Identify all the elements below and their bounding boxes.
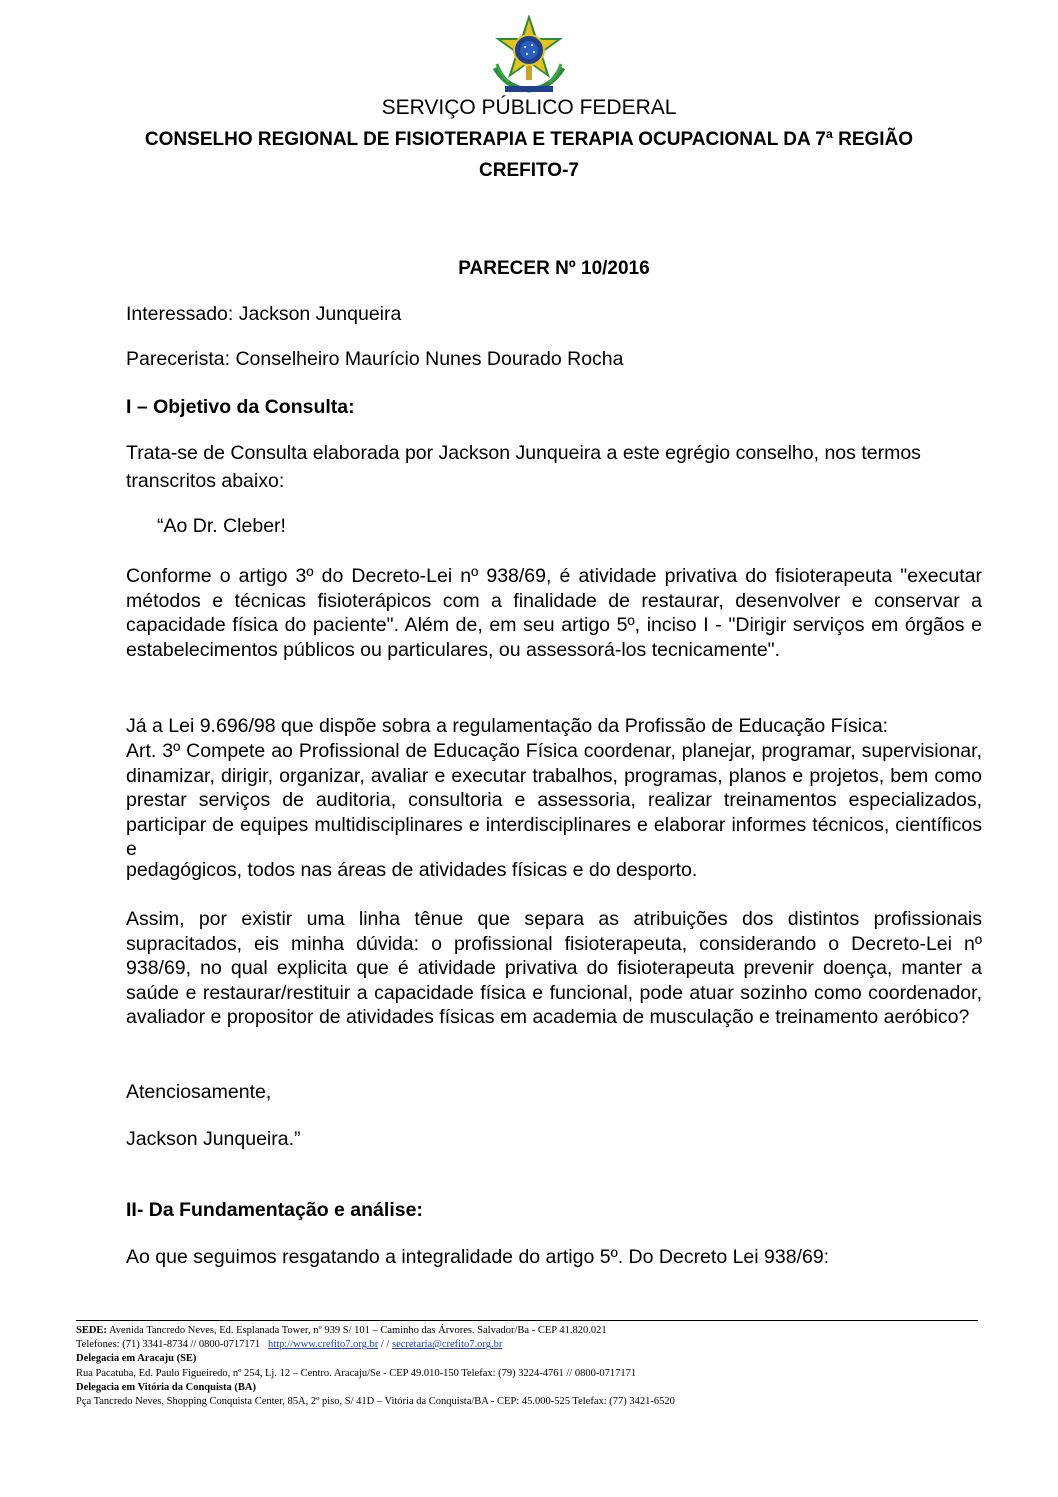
document-title: PARECER Nº 10/2016 <box>458 258 650 279</box>
paragraph-2-line-1: Já a Lei 9.696/98 que dispõe sobra a regulamentação da Profissão de Educação Física: <box>126 715 889 737</box>
footer-link-separator: / / <box>378 1339 392 1351</box>
greeting: “Ao Dr. Cleber! <box>157 515 286 537</box>
intro-line-1: Trata-se de Consulta elaborada por Jackson Junqueira a este egrégio conselho, nos termos <box>126 442 921 464</box>
footer-aracaju-label: Delegacia em Aracaju (SE) <box>76 1353 197 1365</box>
header-council-name: CONSELHO REGIONAL DE FISIOTERAPIA E TERAPIA OCUPACIONAL DA 7ª REGIÃO <box>144 129 914 150</box>
footer-divider <box>76 1320 978 1321</box>
paragraph-1: Conforme o artigo 3º do Decreto-Lei nº 938/69, é atividade privativa do fisioterapeuta "executar métodos e técnicas fisioterápicos com a finalidade de restaurar, desenvolver e conservar a capacidade física do paciente". Além de, em seu artigo 5º, inciso I - "Dirigir serviços em órgãos e estabelecimentos públicos ou particulares, ou assessorá-los tecnicamente". <box>126 565 982 661</box>
parecerista: Parecerista: Conselheiro Maurício Nunes Dourado Rocha <box>126 348 624 370</box>
signature: Jackson Junqueira.” <box>126 1128 301 1150</box>
paragraph-3: Assim, por existir uma linha tênue que separa as atribuições dos distintos profissionais supracitados, eis minha dúvida: o profissional fisioterapeuta, considerando o Decreto-Lei nº 938/69, no qual explicita que é atividade privativa do fisioterapeuta prevenir doença, manter a saúde e restaurar/restituir a capacidade física e funcional, pode atuar sozinho como coordenador, avaliador e propositor de atividades físicas em academia de musculação e treinamento aeróbico? <box>126 908 982 1028</box>
section1-heading: I – Objetivo da Consulta: <box>126 396 355 418</box>
interessado: Interessado: Jackson Junqueira <box>126 303 402 325</box>
footer <box>76 1324 996 1409</box>
footer-sede-label: SEDE: <box>76 1325 107 1336</box>
brazil-coat-of-arms-icon <box>487 10 571 94</box>
footer-website-link[interactable]: http://www.crefito7.org.br <box>268 1339 379 1351</box>
header-service: SERVIÇO PÚBLICO FEDERAL <box>381 96 677 119</box>
section2-intro: Ao que seguimos resgatando a integralidade do artigo 5º. Do Decreto Lei 938/69: <box>126 1246 830 1268</box>
footer-aracaju-address: Rua Pacatuba, Ed. Paulo Figueiredo, nº 254, Lj. 12 – Centro. Aracaju/Se - CEP 49.010-150 Telefax: (79) 3224-4761 // 0800-0717171 <box>76 1367 637 1379</box>
footer-email-link[interactable]: secretaria@crefito7.org.br <box>391 1339 503 1351</box>
section2-heading: II- Da Fundamentação e análise: <box>126 1199 423 1221</box>
footer-phones: Telefones: (71) 3341-8734 // 0800-0717171 <box>76 1339 261 1351</box>
footer-vca-label: Delegacia em Vitória da Conquista (BA) <box>76 1381 256 1393</box>
paragraph-2-body: Art. 3º Compete ao Profissional de Educação Física coordenar, planejar, programar, supervisionar, dinamizar, dirigir, organizar, avaliar e executar trabalhos, programas, planos e projetos, bem como prestar serviços de auditoria, consultoria e assessoria, realizar treinamentos especializados, participar de equipes multidisciplinares e interdisciplinares e elaborar informes técnicos, científicos e <box>126 740 982 860</box>
closing: Atenciosamente, <box>126 1081 272 1103</box>
footer-sede <box>76 1324 996 1338</box>
paragraph-2-last: pedagógicos, todos nas áreas de atividades físicas e do desporto. <box>126 859 698 881</box>
footer-sede-address: Avenida Tancredo Neves, Ed. Esplanada Tower, nº 939 S/ 101 – Caminho das Árvores. Salvador/Ba - CEP 41.820.021 <box>108 1325 607 1336</box>
footer-vca-address: Pça Tancredo Neves, Shopping Conquista Center, 85A, 2º piso, S/ 41D – Vitória da Conquista/BA - CEP: 45.000-525 Telefax: (77) 3421-6520 <box>76 1396 675 1408</box>
header-acronym: CREFITO-7 <box>479 160 579 181</box>
footer-contacts <box>76 1338 996 1352</box>
intro-line-2: transcritos abaixo: <box>126 470 285 492</box>
